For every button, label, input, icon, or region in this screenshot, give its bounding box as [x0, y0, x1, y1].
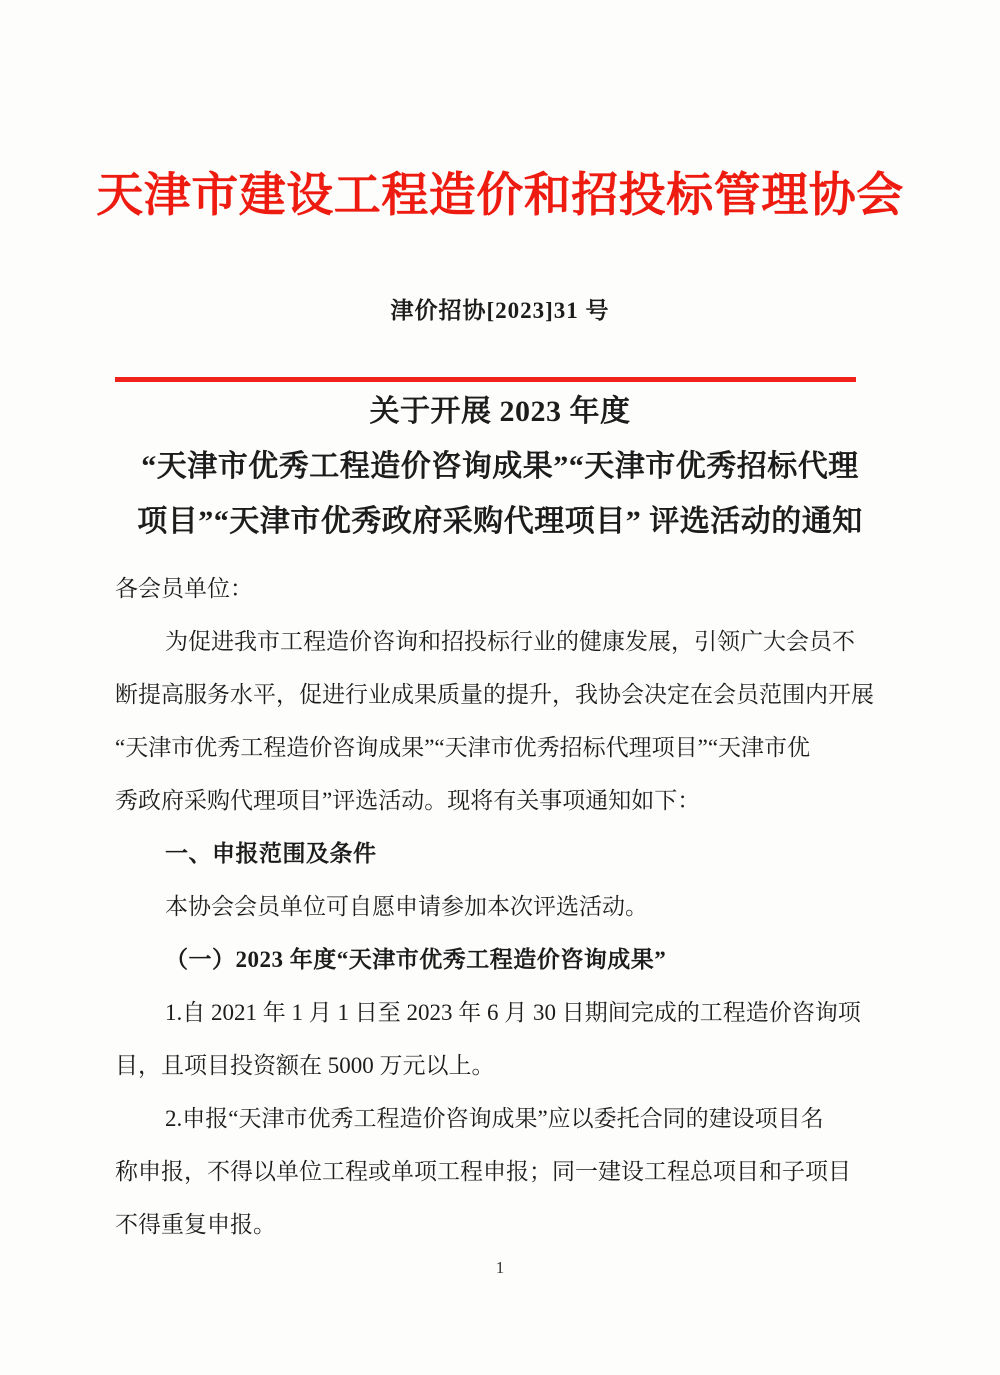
document-title-line-3: 项目”“天津市优秀政府采购代理项目” 评选活动的通知: [137, 505, 863, 538]
intro-paragraph-line: 秀政府采购代理项目”评选活动。现将有关事项通知如下：: [115, 788, 701, 813]
document-title-line-2: “天津市优秀工程造价咨询成果”“天津市优秀招标代理: [141, 450, 859, 483]
document-title: [50, 384, 950, 549]
section-heading-1: 一、申报范围及条件: [165, 841, 377, 866]
page-number: 1: [495, 1258, 505, 1277]
item-2-line: 称申报，不得以单位工程或单项工程申报；同一建设工程总项目和子项目: [115, 1159, 851, 1184]
item-1-line: 1.自 2021 年 1 月 1 日至 2023 年 6 月 30 日期间完成的工程造价咨询项: [165, 1000, 861, 1025]
document-number: 津价招协[2023]31 号: [390, 298, 610, 323]
letterhead-divider-rule: [115, 377, 856, 382]
salutation: 各会员单位：: [115, 576, 253, 601]
subsection-heading-1: （一）2023 年度“天津市优秀工程造价咨询成果”: [165, 947, 667, 972]
document-body: [115, 562, 885, 1251]
intro-paragraph-line: 为促进我市工程造价咨询和招投标行业的健康发展，引领广大会员不: [165, 629, 855, 654]
letterhead-org-name: 天津市建设工程造价和招投标管理协会: [96, 170, 904, 222]
item-2-line: 不得重复申报。: [115, 1212, 276, 1237]
document-title-line-1: 关于开展 2023 年度: [369, 395, 631, 428]
section-intro-line: 本协会会员单位可自愿申请参加本次评选活动。: [165, 894, 648, 919]
item-1-line: 目，且项目投资额在 5000 万元以上。: [115, 1053, 495, 1078]
item-2-line: 2.申报“天津市优秀工程造价咨询成果”应以委托合同的建设项目名: [165, 1106, 824, 1131]
intro-paragraph-line: 断提高服务水平，促进行业成果质量的提升，我协会决定在会员范围内开展: [115, 682, 874, 707]
intro-paragraph-line: “天津市优秀工程造价咨询成果”“天津市优秀招标代理项目”“天津市优: [115, 735, 811, 760]
